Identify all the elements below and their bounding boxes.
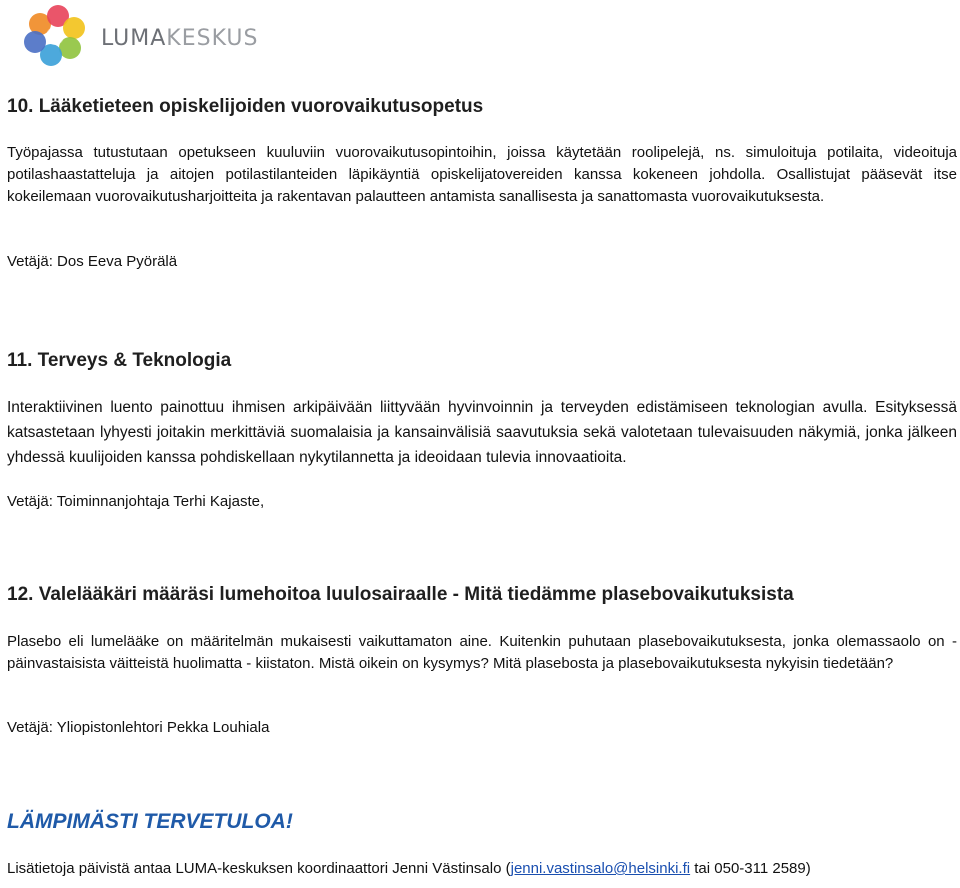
luma-keskus-logo xyxy=(18,2,259,74)
section-10 xyxy=(7,96,957,118)
section-11-leader xyxy=(7,493,957,510)
section-title: 11. Terveys & Teknologia xyxy=(7,350,232,371)
section-title: 12. Valelääkäri määräsi lumehoitoa luulosairaalle - Mitä tiedämme plasebovaikutuksista xyxy=(7,584,794,605)
section-12-leader xyxy=(7,719,957,736)
section-10-body xyxy=(7,142,957,208)
section-description: Työpajassa tutustutaan opetukseen kuuluviin vuorovaikutusopintoihin, joissa käytetään roolipelejä, ns. simuloituja potilaita, videoituja potilashaastatteluja ja aitojen potilastilanteiden läpikäyntiä opiskelijatovereiden kanssa kokeneen johdolla. Osallistujat pääsevät itse kokeilemaan vuorovaikutusharjoitteita ja rakentavan palautteen antamista sanallisesta ja sanattomasta vuorovaikutuksesta. xyxy=(7,144,957,205)
contact-email-link[interactable]: jenni.vastinsalo@helsinki.fi xyxy=(510,860,691,877)
section-12-body xyxy=(7,631,957,675)
section-10-leader xyxy=(7,253,957,270)
section-leader: Vetäjä: Toiminnanjohtaja Terhi Kajaste, xyxy=(7,493,265,510)
section-title: 10. Lääketieteen opiskelijoiden vuorovaikutusopetus xyxy=(7,96,484,117)
section-leader: Vetäjä: Yliopistonlehtori Pekka Louhiala xyxy=(7,719,270,736)
welcome-heading: LÄMPIMÄSTI TERVETULOA! xyxy=(7,810,293,833)
section-description: Plasebo eli lumelääke on määritelmän mukaisesti vaikuttamaton aine. Kuitenkin puhutaan plasebovaikutuksesta, jonka olemassaolo on - päinvastaisista väitteistä huolimatta - kiistaton. Mistä oikein on kysymys? Mitä plasebosta ja plasebovaikutuksesta nykyisin tiedetään? xyxy=(7,633,957,672)
contact-info xyxy=(7,860,811,877)
section-11 xyxy=(7,350,957,372)
section-description: Interaktiivinen luento painottuu ihmisen arkipäivään liittyvään hyvinvoinnin ja terveyden edistämiseen teknologian avulla. Esityksessä katsastetaan lyhyesti joitakin merkittäviä suomalaisia ja kansainvälisiä saavutuksia sekä valotetaan tulevaisuuden näkymiä, jonka jälkeen yhdessä kuulijoiden kanssa pohdiskellaan nykytilannetta ja ideoidaan tulevia innovaatioita. xyxy=(7,399,957,466)
flower-logo-icon xyxy=(18,2,98,74)
contact-suffix: tai 050-311 2589) xyxy=(690,860,811,877)
section-12 xyxy=(7,584,957,606)
contact-prefix: Lisätietoja päivistä antaa LUMA-keskuksen koordinaattori Jenni Västinsalo ( xyxy=(7,860,511,877)
logo-wordmark: LUMAKESKUS xyxy=(101,26,259,51)
section-11-body xyxy=(7,395,957,470)
section-leader: Vetäjä: Dos Eeva Pyörälä xyxy=(7,253,178,270)
